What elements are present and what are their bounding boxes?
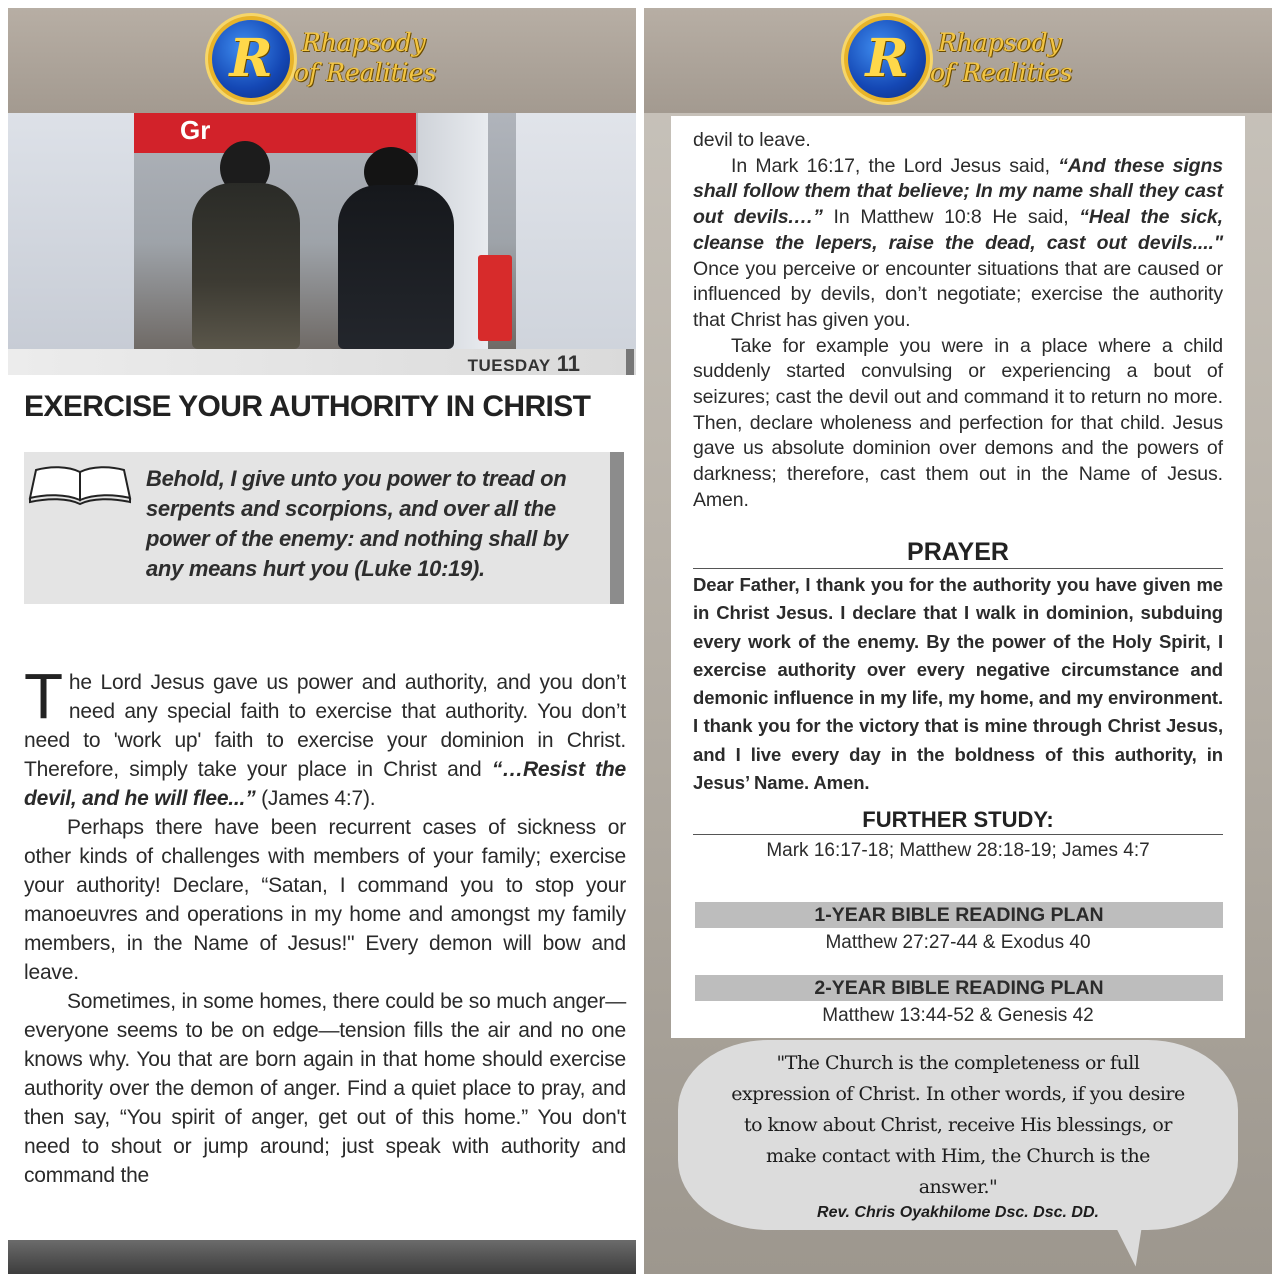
brand-logo (842, 14, 1082, 106)
prayer-heading: PRAYER (693, 536, 1223, 569)
quote-text: "The Church is the completeness or full expression of Christ. In other words, if you desire to know about Christ, receive His blessings, or make contact with Him, the Church is the answer." (731, 1052, 1185, 1198)
one-year-plan-label: 1-YEAR BIBLE READING PLAN (695, 902, 1223, 928)
footer-band (8, 1240, 636, 1274)
page-title: EXERCISE YOUR AUTHORITY IN CHRIST (24, 390, 591, 423)
header-band (8, 8, 636, 113)
scripture-quote: “Heal the sick, cleanse the lepers, raise the dead, cast out devils...." (693, 206, 1223, 254)
further-study-heading: FURTHER STUDY: (693, 806, 1223, 835)
store-sign: Gr (180, 115, 211, 145)
open-book-icon (28, 462, 132, 506)
body-paragraph-5: Take for example you were in a place where a child suddenly started convulsing or experiencing a bout of seizures; cast the devil out and command it to return no more. Then, declare wholeness and perfection for that child. Jesus gave us absolute dominion over demons and the powers of darkness; therefore, cast them out in the Name of Jesus. Amen. (693, 334, 1223, 511)
body-paragraph-4: In Mark 16:17, the Lord Jesus said, “And these signs shall follow them that believe; In my name shall they cast out devils.…” In Matthew 10:8 He said, “Heal the sick, cleanse the lepers, raise the dead, cast out devils...." Once you perceive or encounter situations that are caused or influenced by devils, don’t negotiate; exercise the authority that Christ has given you. (693, 154, 1224, 331)
logo-letter: R (229, 28, 273, 89)
memory-verse-box (24, 452, 624, 604)
body-paragraph-3: Sometimes, in some homes, there could be so much anger—everyone seems to be on edge—tension fills the air and no one knows why. You that are born again in that home should exercise authority over the demon of anger. Find a quiet place to pray, and then say, “You spirit of anger, get out of this home.” You don't need to shout or jump around; just speak with authority and command the (24, 990, 626, 1187)
day-of-week: TUESDAY (467, 356, 551, 375)
body-paragraph-1: The Lord Jesus gave us power and authority, and you don’t need any special faith to exercise that authority. You don’t need to 'work up' faith to exercise your dominion in Christ. Therefore, simply take your place in Christ and “…Resist the devil, and he will flee...” (James 4:7). (24, 660, 626, 810)
drop-cap: T (24, 660, 63, 732)
date-bar (8, 349, 636, 375)
brand-logo (206, 14, 446, 106)
prayer-text: Dear Father, I thank you for the authority you have given me in Christ Jesus. I declare that I walk in dominion, subduing every work of the enemy. By the power of the Holy Spirit, I exercise authority over every negative circumstance and demonic influence in my life, my home, and my environment. I thank you for the victory that is mine through Christ Jesus, and I live every day in the boldness of this authority, in Jesus’ Name. Amen. (693, 574, 1223, 794)
logo-letter: R (865, 28, 909, 89)
content-card (671, 116, 1245, 1038)
date-label (468, 351, 580, 377)
right-page (644, 8, 1272, 1274)
one-year-plan-text: Matthew 27:27-44 & Exodus 40 (825, 932, 1091, 953)
devotional-body (24, 660, 626, 1190)
body-paragraph-continued: devil to leave. (693, 129, 811, 151)
scripture-quote: “And these signs shall follow them that believe; In my name shall they cast out devils.…” (693, 154, 1224, 229)
day-number: 11 (556, 351, 580, 376)
further-study-text: Mark 16:17-18; Matthew 28:18-19; James 4:7 (766, 840, 1150, 861)
date-marker (626, 349, 634, 375)
quote-author: Rev. Chris Oyakhilome Dsc. Dsc. DD. (817, 1204, 1099, 1221)
logo-wordmark: Rhapsody of Realities (294, 28, 437, 87)
body-paragraph-2: Perhaps there have been recurrent cases of sickness or other kinds of challenges with members of your family; exercise your authority! Declare, “Satan, I command you to stop your manoeuvres and operations in my home and amongst my family members, in the Name of Jesus!" Every demon will bow and leave. (24, 816, 626, 984)
memory-verse-text: Behold, I give unto you power to tread on serpents and scorpions, and over all the power of the enemy: and nothing shall by any means hurt you (Luke 10:19). (146, 466, 568, 581)
scripture-quote: “…Resist the devil, and he will flee...” (24, 758, 626, 810)
verse-side-bar (610, 452, 624, 604)
devotional-body-continued (693, 128, 1223, 514)
logo-wordmark: Rhapsody of Realities (930, 28, 1073, 87)
left-page (8, 8, 636, 1274)
header-photo (8, 113, 636, 349)
two-year-plan-text: Matthew 13:44-52 & Genesis 42 (822, 1005, 1094, 1026)
header-band (644, 8, 1272, 113)
two-year-plan-label: 2-YEAR BIBLE READING PLAN (695, 975, 1223, 1001)
